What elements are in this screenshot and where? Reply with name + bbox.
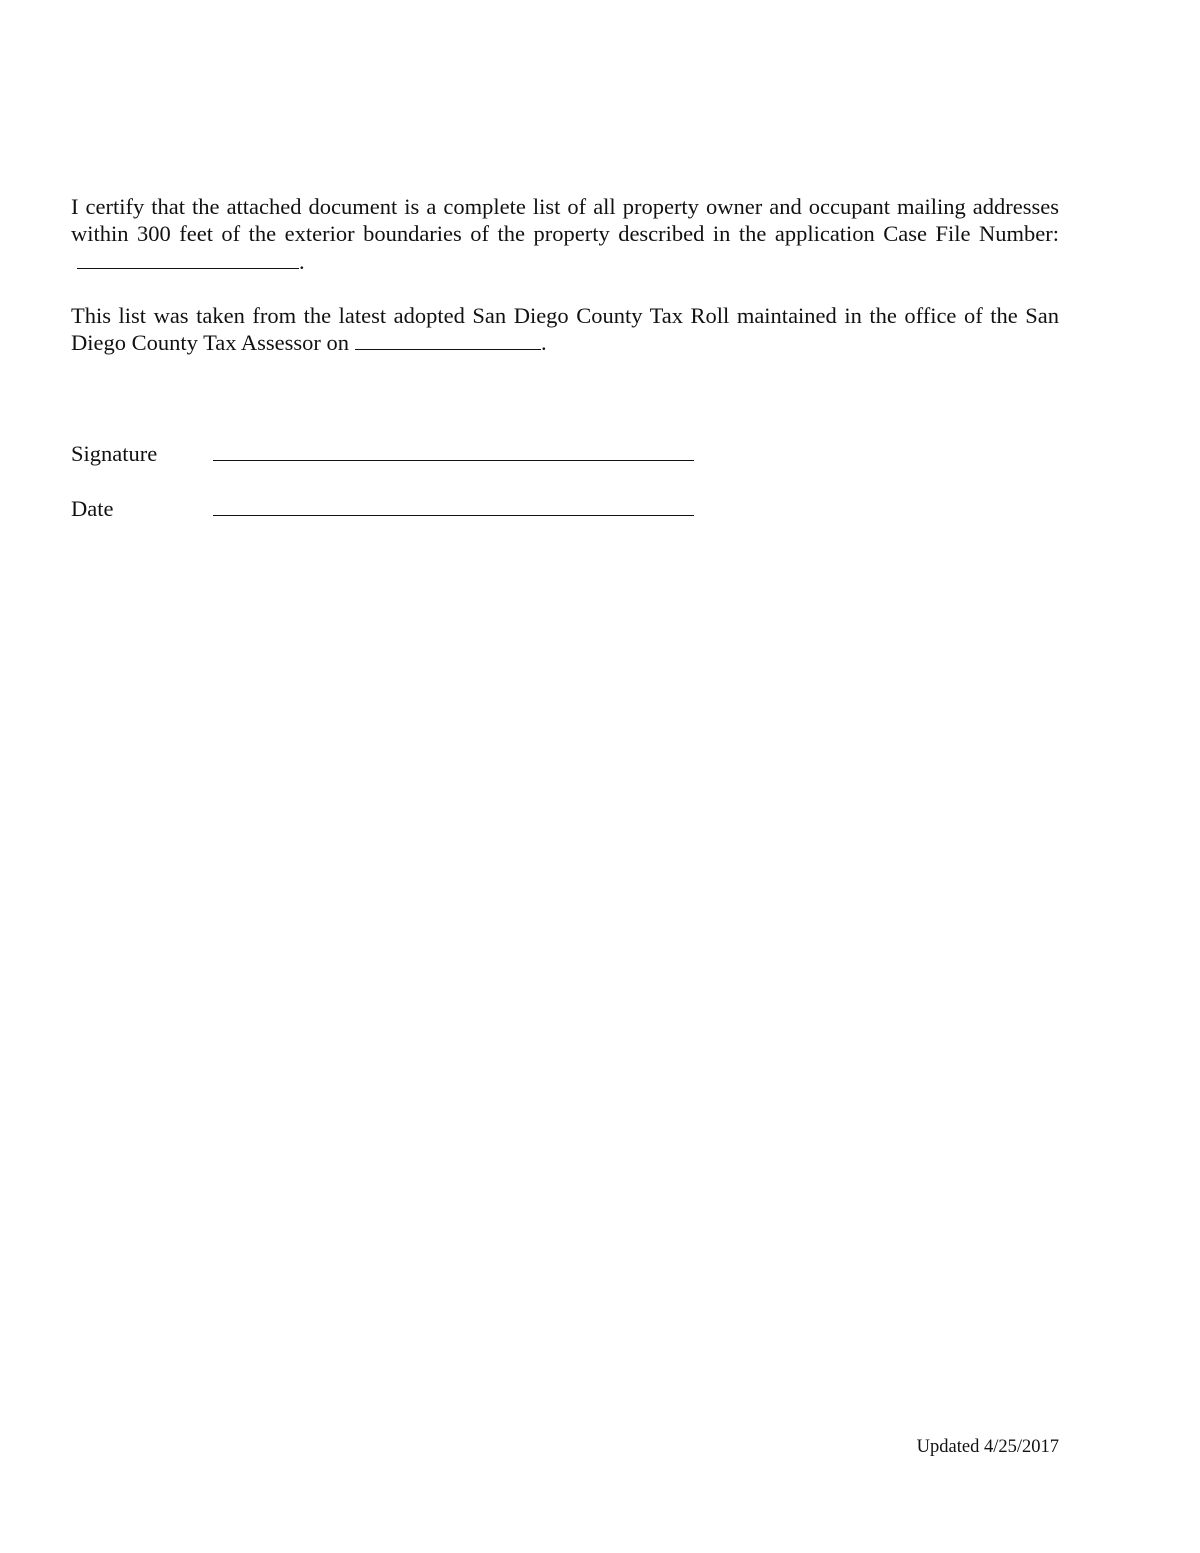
date-line[interactable] xyxy=(213,515,694,516)
certification-text: I certify that the attached document is a complete list of all property owner and occupant mailing addresses within 300 feet of the exterior boundaries of the property described in the application Case File Number: xyxy=(71,194,1059,247)
tax-roll-text: This list was taken from the latest adopted San Diego County Tax Roll maintained in the office of the San Diego County Tax Assessor on xyxy=(71,303,1059,356)
certification-paragraph xyxy=(71,193,1059,275)
updated-footer: Updated 4/25/2017 xyxy=(916,1437,1059,1457)
tax-roll-paragraph xyxy=(71,302,1059,357)
date-row xyxy=(71,495,771,525)
case-file-number-blank[interactable] xyxy=(77,248,299,269)
date-label: Date xyxy=(71,496,114,521)
signature-row xyxy=(71,440,771,470)
tax-roll-period: . xyxy=(541,330,547,356)
assessor-date-blank[interactable] xyxy=(355,329,541,350)
signature-label: Signature xyxy=(71,441,158,466)
certification-period: . xyxy=(299,248,305,274)
signature-line[interactable] xyxy=(213,460,694,461)
